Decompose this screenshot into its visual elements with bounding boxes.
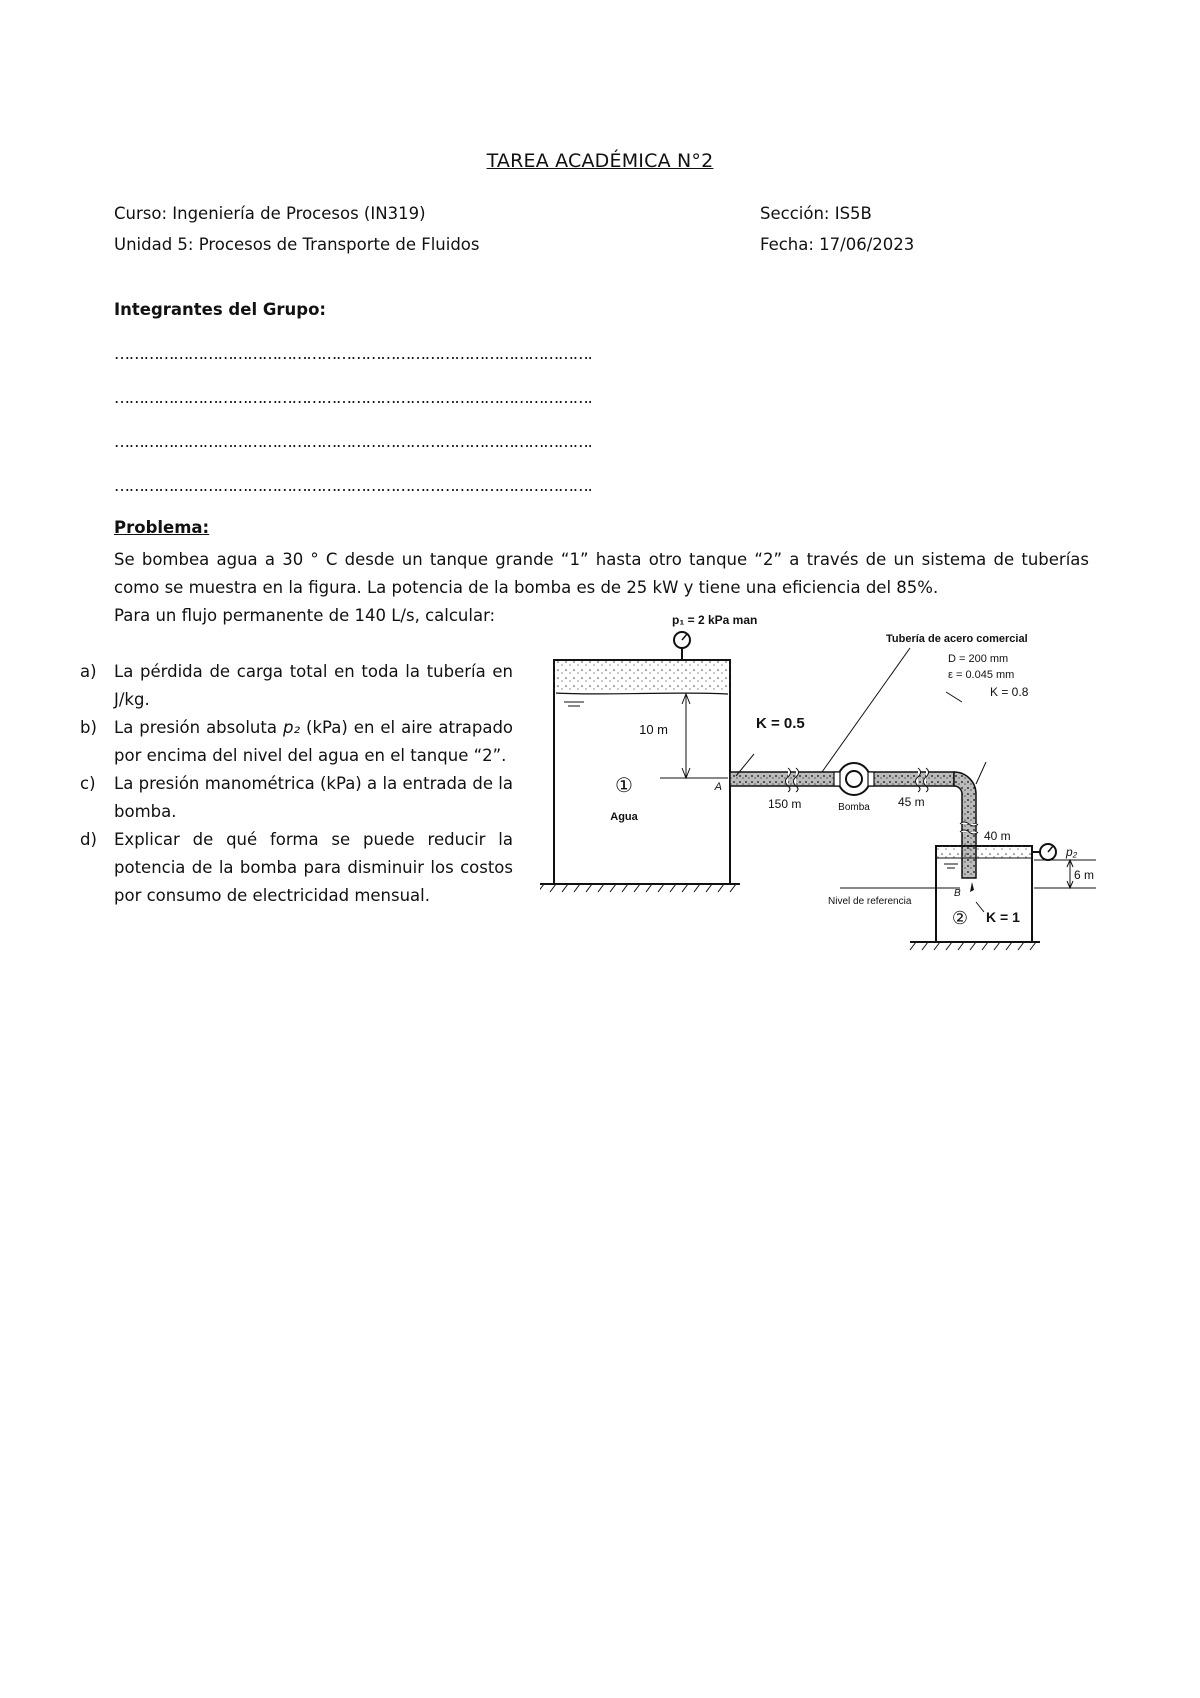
document-title: TAREA ACADÉMICA N°2 <box>486 150 714 172</box>
member-line-1: ……………………………………………………………………………………. <box>114 344 592 363</box>
length-45m-label: 45 m <box>898 795 925 809</box>
height-10m-label: 10 m <box>639 722 668 737</box>
water-label: Agua <box>610 811 638 823</box>
length-40m-label: 40 m <box>984 829 1011 843</box>
tank-1 <box>554 660 730 884</box>
ground-hatching-1 <box>540 884 740 892</box>
question-d <box>80 826 513 910</box>
roughness-label: ε = 0.045 mm <box>948 669 1015 681</box>
member-line-4: ……………………………………………………………………………………. <box>114 476 592 495</box>
question-b <box>80 714 513 770</box>
problem-intro: Para un flujo permanente de 140 L/s, calcular: <box>114 606 496 625</box>
question-letter: a) <box>80 662 97 681</box>
pressure-gauge-p1 <box>674 632 690 660</box>
tank-1-number: ① <box>615 775 633 797</box>
question-c <box>80 770 513 826</box>
group-members-label: Integrantes del Grupo: <box>114 300 327 319</box>
member-line-2: ……………………………………………………………………………………. <box>114 388 592 407</box>
question-a <box>80 658 513 714</box>
problem-statement: Se bombea agua a 30 ° C desde un tanque grande “1” hasta otro tanque “2” a través de un sistema de tuberías como se muestra en la figura. La potencia de la bomba es de 25 kW y tiene una eficiencia del 85%. <box>114 550 1089 597</box>
point-a-label: A <box>714 781 722 793</box>
length-150m-label: 150 m <box>768 797 802 811</box>
p1-label: p₁ = 2 kPa man <box>672 613 758 627</box>
pressure-gauge-p2 <box>1032 844 1056 860</box>
member-line-3: ……………………………………………………………………………………. <box>114 432 592 451</box>
question-text-continued: (kPa) en el aire atrapado por encima del nivel del agua en el tanque “2”. <box>114 718 514 765</box>
p2-label: p₂ <box>1066 845 1078 859</box>
problem-title: Problema: <box>114 518 210 537</box>
question-list <box>80 658 513 910</box>
question-letter: b) <box>80 718 97 737</box>
section-info: Sección: IS5B <box>760 204 872 223</box>
tank-2 <box>840 846 1032 942</box>
date-info: Fecha: 17/06/2023 <box>760 235 915 254</box>
question-text: La pérdida de carga total en toda la tubería en J/kg. <box>114 662 513 709</box>
pumping-system-diagram <box>540 612 1100 962</box>
elbow-and-vertical-pipe <box>954 772 978 878</box>
question-text: La presión absoluta <box>114 718 283 737</box>
question-letter: d) <box>80 830 97 849</box>
tank-2-number: ② <box>951 908 969 928</box>
height-6m-label: 6 m <box>1074 868 1095 882</box>
question-text: La presión manométrica (kPa) a la entrada de la bomba. <box>114 774 513 821</box>
point-b-label: B <box>954 888 961 899</box>
k-exit-leader <box>976 902 984 912</box>
question-letter: c) <box>80 774 96 793</box>
unit-info: Unidad 5: Procesos de Transporte de Fluidos <box>114 235 480 254</box>
question-text: Explicar de qué forma se puede reducir la potencia de la bomba para disminuir los costos por consumo de electricidad mensual. <box>114 830 513 905</box>
course-info: Curso: Ingeniería de Procesos (IN319) <box>114 204 426 223</box>
k-exit-label: K = 1 <box>986 909 1020 925</box>
pump <box>834 763 874 795</box>
k-entrance-label: K = 0.5 <box>756 715 805 732</box>
pump-label: Bomba <box>838 802 870 813</box>
diameter-label: D = 200 mm <box>948 653 1009 665</box>
variable-p2: p₂ <box>282 718 301 737</box>
ground-hatching-2 <box>910 942 1040 950</box>
pipe-type-label: Tubería de acero comercial <box>886 633 1028 645</box>
k-elbow-label: K = 0.8 <box>990 685 1029 699</box>
reference-level-label: Nivel de referencia <box>828 896 912 907</box>
